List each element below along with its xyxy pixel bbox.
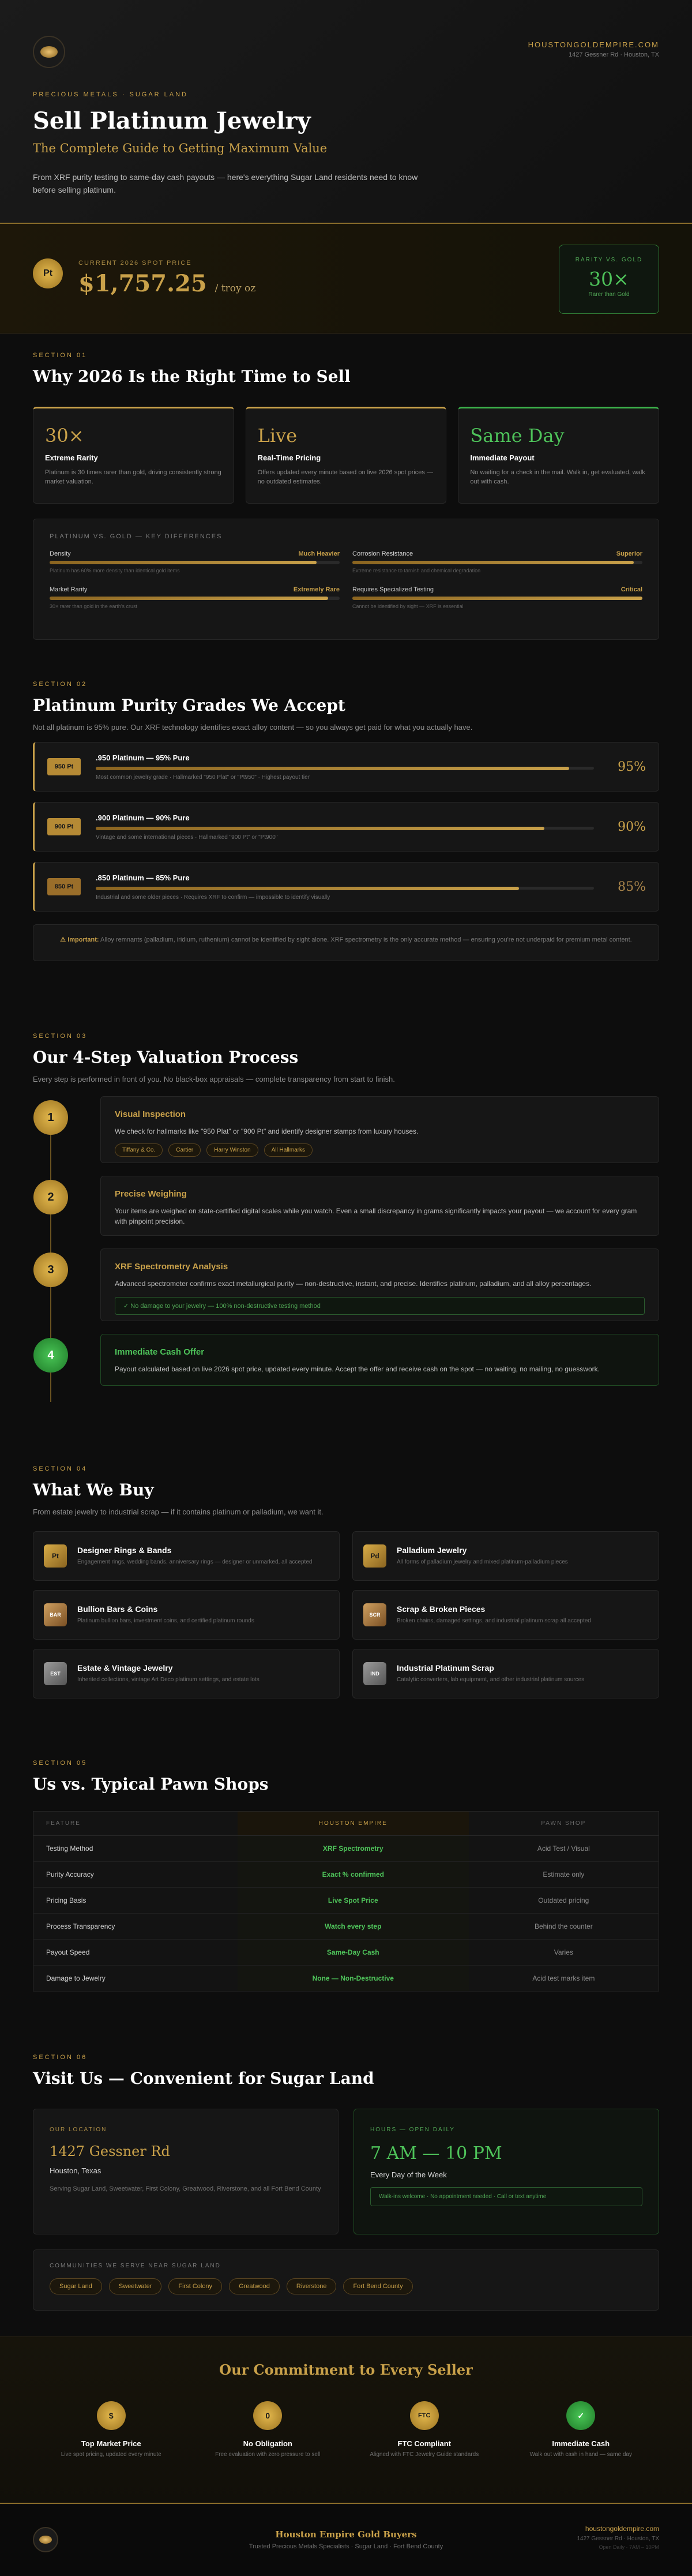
section-eyebrow: SECTION 02 <box>33 681 88 688</box>
footer-site-link[interactable]: houstongoldempire.com <box>585 2525 659 2533</box>
reason-big: Live <box>257 425 298 447</box>
community-pill: Riverstone <box>287 2278 337 2294</box>
platinum-vs-gold-panel <box>33 519 659 640</box>
commitment-item <box>517 2401 644 2458</box>
cell: Watch every step <box>238 1914 469 1940</box>
non-destructive-notice: ✓ No damage to your jewelry — 100% non-destructive testing method <box>115 1297 645 1315</box>
section-sub: From estate jewelry to industrial scrap — if it contains platinum or palladium, we want it. <box>33 1508 324 1516</box>
cell: Damage to Jewelry <box>33 1966 238 1992</box>
spot-price-bar <box>0 224 692 333</box>
reason-title: Extreme Rarity <box>45 453 98 462</box>
estate-icon: EST <box>44 1662 67 1685</box>
buy-item[interactable] <box>352 1531 659 1581</box>
grade-desc: Vintage and some international pieces · Hallmarked "900 Pt" or "Pt900" <box>96 834 278 841</box>
cell: Purity Accuracy <box>33 1862 238 1888</box>
comparison-table <box>33 1811 659 1992</box>
commitment-item-text: Free evaluation with zero pressure to sell <box>215 2451 321 2458</box>
buy-item-title: Palladium Jewelry <box>397 1546 467 1555</box>
reason-card-payout <box>458 407 659 504</box>
section-eyebrow: SECTION 03 <box>33 1033 88 1040</box>
cell: Outdated pricing <box>469 1888 659 1914</box>
buy-item-text: Broken chains, damaged settings, and industrial platinum scrap all accepted <box>397 1618 591 1624</box>
page-subtitle: The Complete Guide to Getting Maximum Value <box>33 141 328 155</box>
diff-row <box>50 586 340 609</box>
grade-name: .950 Platinum — 95% Pure <box>96 753 190 762</box>
buy-item-title: Estate & Vintage Jewelry <box>77 1663 173 1673</box>
diff-row <box>352 550 642 573</box>
hours-value: 7 AM — 10 PM <box>370 2143 502 2163</box>
diff-label: Corrosion Resistance <box>352 550 413 557</box>
step-2 <box>47 1176 659 1236</box>
dollar-icon: $ <box>97 2401 126 2430</box>
diff-note: Platinum has 60% more density than identical gold items <box>50 568 180 573</box>
buy-item-title: Industrial Platinum Scrap <box>397 1663 494 1673</box>
location-note: Serving Sugar Land, Sweetwater, First Colony, Greatwood, Riverstone, and all Fort Bend County <box>50 2185 321 2192</box>
section-purity-grades <box>33 681 659 961</box>
reason-big: Same Day <box>470 425 565 447</box>
cell: Payout Speed <box>33 1940 238 1966</box>
community-pill: First Colony <box>168 2278 222 2294</box>
step-title: Visual Inspection <box>115 1109 186 1119</box>
location-label: OUR LOCATION <box>50 2127 107 2133</box>
section-title: Our 4-Step Valuation Process <box>33 1048 299 1067</box>
footer <box>0 2505 692 2576</box>
section-title: Us vs. Typical Pawn Shops <box>33 1775 269 1794</box>
diff-label: Market Rarity <box>50 586 88 593</box>
walk-in-notice: Walk-ins welcome · No appointment needed · Call or text anytime <box>370 2187 642 2206</box>
table-row <box>33 1862 659 1888</box>
section-visit-us <box>33 2054 659 2311</box>
buy-item-text: Engagement rings, wedding bands, anniversary rings — designer or unmarked, all accepted <box>77 1559 313 1565</box>
grade-row-900 <box>33 802 659 852</box>
section-title: Visit Us — Convenient for Sugar Land <box>33 2069 374 2088</box>
commitment-item <box>204 2401 331 2458</box>
spot-price-unit: / troy oz <box>215 283 256 294</box>
spot-label: CURRENT 2026 SPOT PRICE <box>78 260 192 267</box>
footer-hours: Open Daily · 7AM – 10PM <box>599 2544 659 2550</box>
diff-bar <box>352 597 642 600</box>
cell: Same-Day Cash <box>238 1940 469 1966</box>
community-pill: Greatwood <box>229 2278 280 2294</box>
commitment-item-title: Top Market Price <box>81 2439 141 2448</box>
hero-header <box>0 0 692 224</box>
column-header: PAWN SHOP <box>469 1812 659 1836</box>
section-eyebrow: SECTION 01 <box>33 352 88 359</box>
section-title: What We Buy <box>33 1480 154 1499</box>
buy-item-text: Platinum bullion bars, investment coins, and certified platinum rounds <box>77 1618 254 1624</box>
step-3 <box>47 1248 659 1321</box>
section-sub: Every step is performed in front of you. No black-box appraisals — complete transparency from start to finish. <box>33 1075 395 1083</box>
diff-bar <box>50 597 340 600</box>
reason-cards <box>33 407 659 504</box>
commitment-section <box>0 2337 692 2504</box>
buy-item-text: Catalytic converters, lab equipment, and other industrial platinum sources <box>397 1677 585 1683</box>
step-number: 2 <box>33 1180 68 1214</box>
commitment-item-text: Walk out with cash in hand — same day <box>529 2451 632 2458</box>
industrial-icon: IND <box>363 1662 386 1685</box>
reason-card-pricing <box>246 407 447 504</box>
diff-bar <box>50 561 340 564</box>
note-text: Alloy remnants (palladium, iridium, ruthenium) cannot be identified by sight alone. XRF spectrometry is the only accurate method — ensuring you're not underpaid for premium metal content. <box>99 936 632 943</box>
cell: Acid Test / Visual <box>469 1836 659 1862</box>
cell: Process Transparency <box>33 1914 238 1940</box>
spot-price <box>78 270 255 297</box>
column-header: HOUSTON EMPIRE <box>238 1812 469 1836</box>
section-comparison <box>33 1760 659 1992</box>
commitment-item-title: No Obligation <box>243 2439 292 2448</box>
platinum-symbol-icon: Pt <box>33 258 63 288</box>
diff-note: Cannot be identified by sight — XRF is essential <box>352 603 464 609</box>
gold-nugget-icon <box>40 46 58 58</box>
table-row <box>33 1914 659 1940</box>
grade-chip: 850 Pt <box>47 878 81 895</box>
platinum-icon: Pt <box>44 1544 67 1568</box>
footer-logo[interactable] <box>33 2527 58 2552</box>
header-address: 1427 Gessner Rd · Houston, TX <box>569 51 659 58</box>
section-title: Why 2026 Is the Right Time to Sell <box>33 367 351 386</box>
communities-label: COMMUNITIES WE SERVE NEAR SUGAR LAND <box>50 2263 221 2269</box>
step-text: We check for hallmarks like "950 Plat" or "900 Pt" and identify designer stamps from luxury houses. <box>115 1127 419 1135</box>
hours-sub: Every Day of the Week <box>370 2170 447 2179</box>
reason-text: No waiting for a check in the mail. Walk in, get evaluated, walk out with cash. <box>470 469 645 485</box>
reason-title: Immediate Payout <box>470 453 535 462</box>
buy-item-title: Scrap & Broken Pieces <box>397 1604 486 1614</box>
reason-text: Offers updated every minute based on live 2026 spot prices — no outdated estimates. <box>257 469 433 485</box>
grade-desc: Industrial and some older pieces · Requires XRF to confirm — impossible to identify visually <box>96 894 330 901</box>
grade-bar <box>96 767 594 770</box>
footer-tagline: Trusted Precious Metals Specialists · Sugar Land · Fort Bend County <box>249 2543 443 2550</box>
rarity-label: RARITY VS. GOLD <box>575 257 643 263</box>
note-bold: ⚠ Important: <box>60 936 99 943</box>
commitment-item-title: FTC Compliant <box>397 2439 451 2448</box>
diff-value: Superior <box>616 550 642 557</box>
page-title: Sell Platinum Jewelry <box>33 107 311 134</box>
step-title: Precise Weighing <box>115 1189 187 1199</box>
grade-percent: 85% <box>618 879 646 894</box>
buy-item[interactable] <box>352 1590 659 1640</box>
section-eyebrow: SECTION 05 <box>33 1760 88 1767</box>
cell: None — Non-Destructive <box>238 1966 469 1992</box>
diff-bar <box>352 561 642 564</box>
header-contact <box>528 40 659 58</box>
footer-contact <box>577 2525 659 2550</box>
table-row <box>33 1888 659 1914</box>
communities-panel <box>33 2249 659 2311</box>
grade-bar <box>96 887 594 890</box>
step-text: Advanced spectrometer confirms exact metallurgical purity — non-destructive, instant, and precise. Identifies platinum, palladium, and all alloy percentages. <box>115 1280 592 1288</box>
reason-text: Platinum is 30 times rarer than gold, driving consistently strong market valuation. <box>45 469 221 485</box>
cell: Testing Method <box>33 1836 238 1862</box>
grade-row-950 <box>33 742 659 792</box>
community-pill: Sugar Land <box>50 2278 102 2294</box>
step-number: 3 <box>33 1253 68 1287</box>
bar-icon: BAR <box>44 1603 67 1626</box>
grade-percent: 95% <box>618 759 646 774</box>
reason-big: 30× <box>45 425 84 447</box>
buy-item[interactable] <box>33 1531 340 1581</box>
cell: Varies <box>469 1940 659 1966</box>
grade-chip: 900 Pt <box>47 818 81 835</box>
cell: Acid test marks item <box>469 1966 659 1992</box>
rarity-value: 30× <box>589 268 629 290</box>
grade-name: .850 Platinum — 85% Pure <box>96 873 190 882</box>
section-title: Platinum Purity Grades We Accept <box>33 696 345 715</box>
grade-chip: 950 Pt <box>47 758 81 775</box>
table-row <box>33 1966 659 1992</box>
location-city: Houston, Texas <box>50 2166 101 2175</box>
buy-item-text: All forms of palladium jewelry and mixed platinum-palladium pieces <box>397 1559 568 1565</box>
table-header <box>33 1812 659 1836</box>
ftc-icon: FTC <box>410 2401 439 2430</box>
cell: XRF Spectrometry <box>238 1836 469 1862</box>
commitment-item-title: Immediate Cash <box>552 2439 610 2448</box>
commitment-item <box>361 2401 488 2458</box>
section-why-sell <box>33 352 659 640</box>
grade-desc: Most common jewelry grade · Hallmarked "950 Plat" or "Pt950" · Highest payout tier <box>96 774 310 781</box>
grade-percent: 90% <box>618 819 646 834</box>
gold-nugget-icon <box>39 2536 52 2544</box>
grade-row-850 <box>33 862 659 912</box>
step-number: 1 <box>33 1100 68 1135</box>
rarity-sub: Rarer than Gold <box>588 291 630 298</box>
step-title: Immediate Cash Offer <box>115 1347 205 1357</box>
zero-icon: 0 <box>253 2401 282 2430</box>
cell: Estimate only <box>469 1862 659 1888</box>
designer-tag: All Hallmarks <box>264 1143 313 1157</box>
scrap-icon: SCR <box>363 1603 386 1626</box>
diff-note: 30× rarer than gold in the earth's crust <box>50 603 138 609</box>
check-icon: ✓ <box>566 2401 595 2430</box>
grade-name: .900 Platinum — 90% Pure <box>96 813 190 822</box>
diff-note: Extreme resistance to tarnish and chemical degradation <box>352 568 481 573</box>
diff-value: Extremely Rare <box>293 586 340 593</box>
cell: Live Spot Price <box>238 1888 469 1914</box>
section-sub: Not all platinum is 95% pure. Our XRF technology identifies exact alloy content — so you always get paid for what you actually have. <box>33 723 473 732</box>
reason-card-rarity <box>33 407 234 504</box>
location-street[interactable]: 1427 Gessner Rd <box>50 2143 170 2159</box>
spot-price-value: $1,757.25 <box>78 270 207 297</box>
diff-value: Much Heavier <box>298 550 340 557</box>
location-card <box>33 2109 339 2234</box>
section-what-we-buy <box>33 1465 659 1698</box>
diff-label: Requires Specialized Testing <box>352 586 434 593</box>
buy-item-title: Designer Rings & Bands <box>77 1546 172 1555</box>
diff-row <box>352 586 642 609</box>
buy-item-text: Inherited collections, vintage Art Deco platinum settings, and estate lots <box>77 1677 260 1683</box>
palladium-icon: Pd <box>363 1544 386 1568</box>
cell: Behind the counter <box>469 1914 659 1940</box>
hours-label: HOURS — OPEN DAILY <box>370 2127 455 2133</box>
step-text: Your items are weighed on state-certified digital scales while you watch. Even a small discrepancy in grams significantly impacts your payout — we account for every gram with pinpoint precision. <box>115 1207 637 1225</box>
buy-item[interactable] <box>352 1649 659 1698</box>
table-row <box>33 1940 659 1966</box>
step-1 <box>47 1096 659 1163</box>
footer-brand: Houston Empire Gold Buyers <box>275 2529 417 2540</box>
table-row <box>33 1836 659 1862</box>
reason-title: Real-Time Pricing <box>257 453 321 462</box>
hours-card <box>353 2109 659 2234</box>
diff-row <box>50 550 340 573</box>
footer-address: 1427 Gessner Rd · Houston, TX <box>577 2536 659 2542</box>
site-link[interactable]: HOUSTONGOLDEMPIRE.COM <box>528 40 659 49</box>
diff-value: Critical <box>620 586 642 593</box>
step-4 <box>47 1334 659 1386</box>
commitment-item-text: Live spot pricing, updated every minute <box>61 2451 161 2458</box>
cell: Pricing Basis <box>33 1888 238 1914</box>
designer-tag: Cartier <box>168 1143 201 1157</box>
designer-tag: Tiffany & Co. <box>115 1143 163 1157</box>
diff-title: PLATINUM VS. GOLD — KEY DIFFERENCES <box>50 533 223 540</box>
step-text: Payout calculated based on live 2026 spot price, updated every minute. Accept the offer and receive cash on the spot — no waiting, no mailing, no guesswork. <box>115 1365 600 1373</box>
step-title: XRF Spectrometry Analysis <box>115 1262 228 1272</box>
commitment-item-text: Aligned with FTC Jewelry Guide standards <box>370 2451 479 2458</box>
column-header: FEATURE <box>33 1812 238 1836</box>
section-valuation-process <box>33 1033 659 1386</box>
hero-eyebrow: PRECIOUS METALS · SUGAR LAND <box>33 91 188 98</box>
section-eyebrow: SECTION 04 <box>33 1465 88 1472</box>
commitment-title: Our Commitment to Every Seller <box>219 2361 473 2378</box>
diff-label: Density <box>50 550 71 557</box>
logo[interactable] <box>33 36 65 68</box>
buy-item[interactable] <box>33 1649 340 1698</box>
commitment-item <box>48 2401 175 2458</box>
buy-item[interactable] <box>33 1590 340 1640</box>
cell: Exact % confirmed <box>238 1862 469 1888</box>
hero-intro: From XRF purity testing to same-day cash payouts — here's everything Sugar Land residents need to know before selling platinum. <box>33 173 418 194</box>
community-pill: Sweetwater <box>109 2278 161 2294</box>
community-pill: Fort Bend County <box>343 2278 412 2294</box>
section-eyebrow: SECTION 06 <box>33 2054 88 2061</box>
important-note <box>33 924 659 961</box>
rarity-badge <box>559 245 659 314</box>
designer-tag: Harry Winston <box>206 1143 258 1157</box>
step-number: 4 <box>33 1338 68 1373</box>
grade-bar <box>96 827 594 830</box>
buy-item-title: Bullion Bars & Coins <box>77 1604 158 1614</box>
